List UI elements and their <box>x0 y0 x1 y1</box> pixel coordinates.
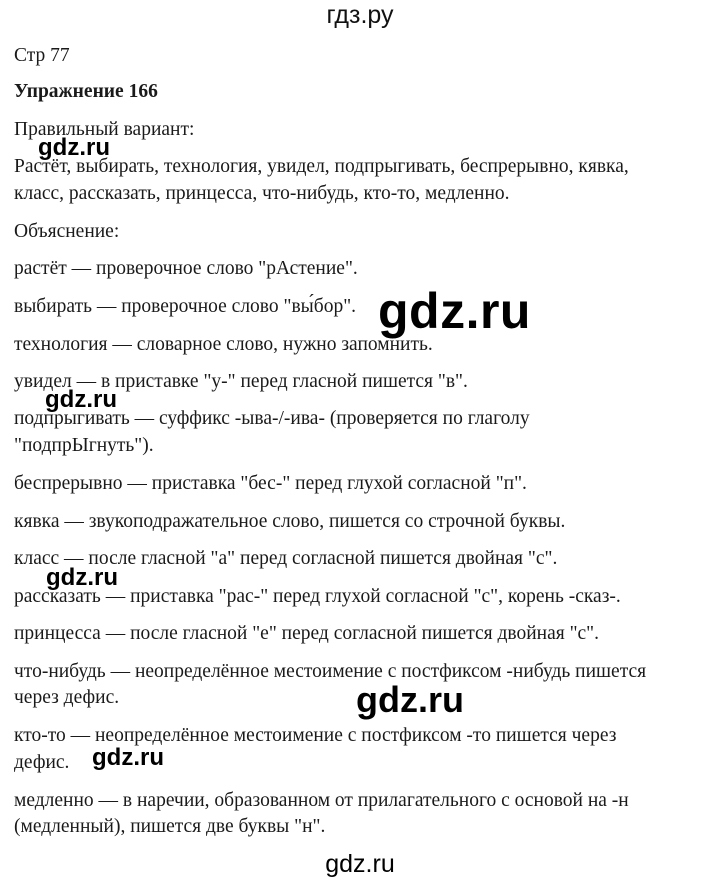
explanation-label: Объяснение: <box>14 221 120 242</box>
watermark: gdz.ru <box>325 850 395 878</box>
watermark: gdz.ru <box>92 744 164 771</box>
answer-label: Правильный вариант: <box>14 119 195 140</box>
watermark: gdz.ru <box>46 564 118 591</box>
explanation-line: рассказать — приставка "рас-" перед глухой согласной "с", корень -сказ-. <box>14 586 621 607</box>
exercise-title: Упражнение 166 <box>14 81 158 102</box>
explanation-line: что-нибудь — неопределённое местоимение с постфиксом -нибудь пишется <box>14 661 647 682</box>
watermark: gdz.ru <box>356 679 464 720</box>
explanation-line: технология — словарное слово, нужно запомнить. <box>14 334 433 355</box>
explanation-line: принцесса — после гласной "е" перед согласной пишется двойная "с". <box>14 623 600 644</box>
explanation-line: кто-то — неопределённое местоимение с постфиксом -то пишется через <box>14 725 617 746</box>
explanation-line: медленно — в наречии, образованном от прилагательного с основой на -н <box>14 790 629 811</box>
page-reference: Стр 77 <box>14 45 70 66</box>
watermark: gdz.ru <box>45 386 117 413</box>
explanation-line: подпрыгивать — суффикс -ыва-/-ива- (проверяется по глаголу <box>14 408 530 429</box>
explanation-line: увидел — в приставке "у-" перед гласной пишется "в". <box>14 371 468 392</box>
explanation-line: дефис. <box>14 752 70 773</box>
explanation-line: через дефис. <box>14 687 120 708</box>
explanation-line: растёт — проверочное слово "рАстение". <box>14 258 358 279</box>
answer-line-1: Растёт, выбирать, технология, увидел, подпрыгивать, беспрерывно, кявка, <box>14 156 629 177</box>
explanation-line: кявка — звукоподражательное слово, пишется со строчной буквы. <box>14 511 566 532</box>
explanation-line: выбирать — проверочное слово "вы́бор". <box>14 296 357 317</box>
explanation-line: "подпрЫгнуть"). <box>14 435 154 456</box>
explanation-line: беспрерывно — приставка "бес-" перед глухой согласной "п". <box>14 473 527 494</box>
site-title: гдз.ру <box>326 1 394 29</box>
answer-line-2: класс, рассказать, принцесса, что-нибудь, кто-то, медленно. <box>14 183 510 204</box>
explanation-line: класс — после гласной "а" перед согласной пишется двойная "с". <box>14 548 558 569</box>
watermark: gdz.ru <box>38 134 110 161</box>
explanation-line: (медленный), пишется две буквы "н". <box>14 816 326 837</box>
watermark: gdz.ru <box>378 283 531 339</box>
